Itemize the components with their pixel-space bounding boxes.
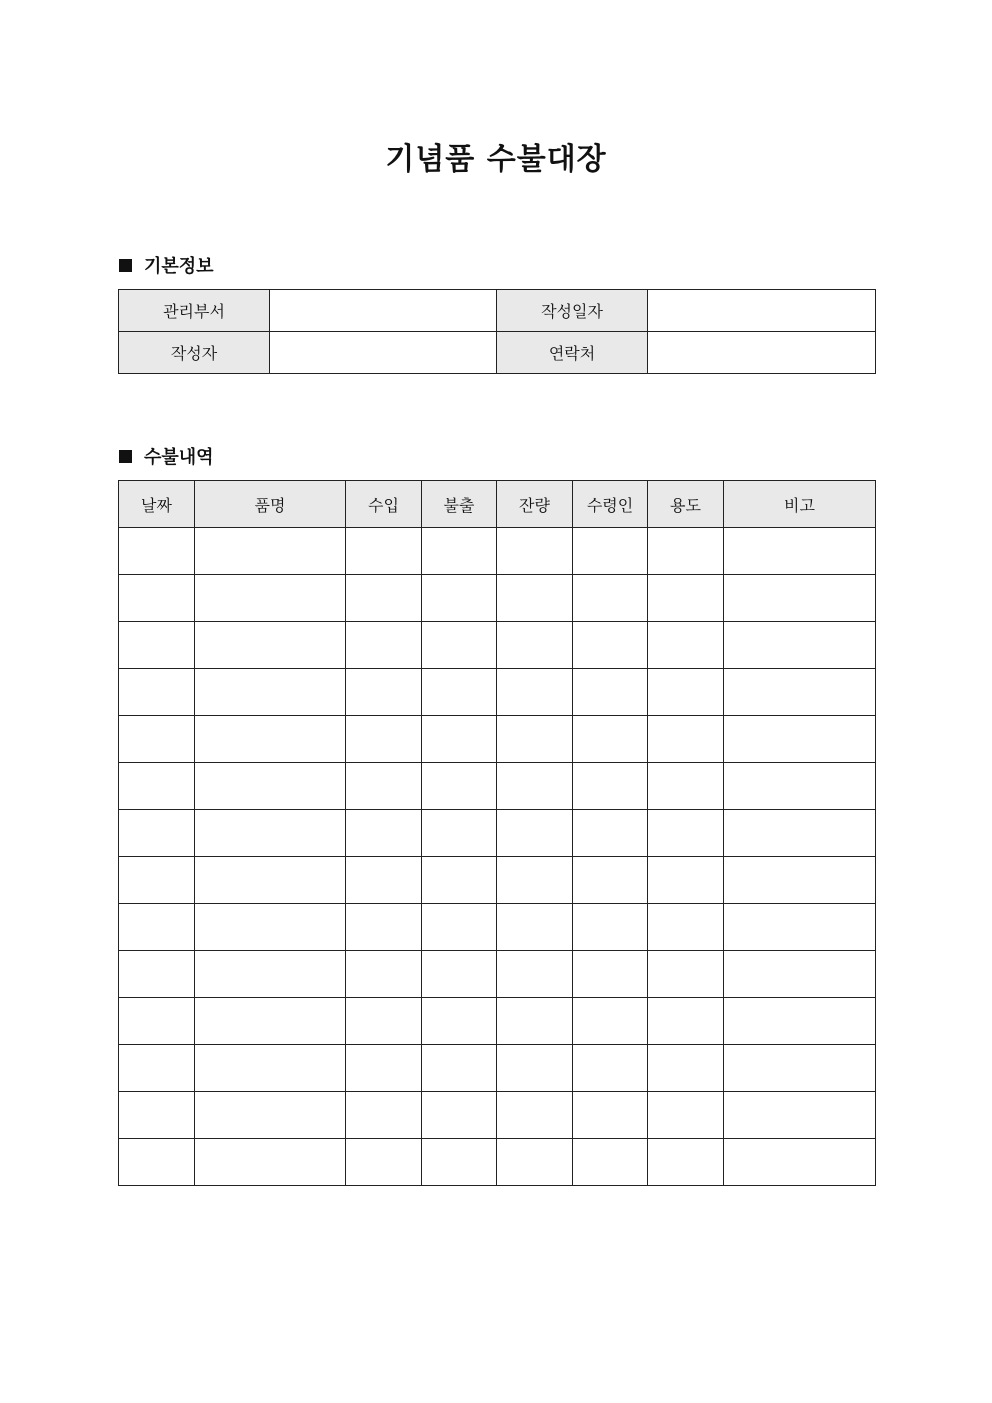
remarks-cell[interactable] bbox=[724, 904, 876, 951]
recipient-cell[interactable] bbox=[573, 622, 648, 669]
received-cell[interactable] bbox=[346, 951, 422, 998]
table-row bbox=[119, 1139, 876, 1186]
purpose-cell[interactable] bbox=[648, 951, 724, 998]
remarks-cell[interactable] bbox=[724, 951, 876, 998]
item-name-cell[interactable] bbox=[195, 669, 346, 716]
received-cell[interactable] bbox=[346, 904, 422, 951]
section-heading-basic-info bbox=[119, 252, 214, 278]
received-cell[interactable] bbox=[346, 810, 422, 857]
recipient-cell[interactable] bbox=[573, 763, 648, 810]
date-cell[interactable] bbox=[119, 810, 195, 857]
purpose-cell[interactable] bbox=[648, 1092, 724, 1139]
date-cell[interactable] bbox=[119, 857, 195, 904]
date-cell[interactable] bbox=[119, 669, 195, 716]
received-cell[interactable] bbox=[346, 528, 422, 575]
column-header-purpose: 용도 bbox=[648, 481, 724, 528]
dept-value-field[interactable] bbox=[270, 290, 497, 332]
item-name-cell[interactable] bbox=[195, 857, 346, 904]
date-cell[interactable] bbox=[119, 575, 195, 622]
purpose-cell[interactable] bbox=[648, 575, 724, 622]
column-header-remarks: 비고 bbox=[724, 481, 876, 528]
item-name-cell[interactable] bbox=[195, 1092, 346, 1139]
date-cell[interactable] bbox=[119, 1139, 195, 1186]
purpose-cell[interactable] bbox=[648, 716, 724, 763]
balance-cell[interactable] bbox=[497, 763, 573, 810]
balance-cell[interactable] bbox=[497, 669, 573, 716]
purpose-cell[interactable] bbox=[648, 1139, 724, 1186]
purpose-cell[interactable] bbox=[648, 763, 724, 810]
received-cell[interactable] bbox=[346, 998, 422, 1045]
date-cell[interactable] bbox=[119, 622, 195, 669]
recipient-cell[interactable] bbox=[573, 575, 648, 622]
table-row bbox=[119, 669, 876, 716]
received-cell[interactable] bbox=[346, 763, 422, 810]
item-name-cell[interactable] bbox=[195, 951, 346, 998]
remarks-cell[interactable] bbox=[724, 669, 876, 716]
records-body bbox=[119, 528, 876, 1186]
column-header-date: 날짜 bbox=[119, 481, 195, 528]
balance-cell[interactable] bbox=[497, 528, 573, 575]
table-row bbox=[119, 810, 876, 857]
balance-cell[interactable] bbox=[497, 904, 573, 951]
author-label: 작성자 bbox=[119, 332, 270, 374]
balance-cell[interactable] bbox=[497, 716, 573, 763]
table-row bbox=[119, 763, 876, 810]
recipient-cell[interactable] bbox=[573, 528, 648, 575]
issued-cell[interactable] bbox=[422, 904, 497, 951]
remarks-cell[interactable] bbox=[724, 1139, 876, 1186]
issued-cell[interactable] bbox=[422, 528, 497, 575]
date-cell[interactable] bbox=[119, 1045, 195, 1092]
item-name-cell[interactable] bbox=[195, 763, 346, 810]
item-name-cell[interactable] bbox=[195, 998, 346, 1045]
balance-cell[interactable] bbox=[497, 1045, 573, 1092]
table-row bbox=[119, 1092, 876, 1139]
issued-cell[interactable] bbox=[422, 810, 497, 857]
black-square-icon bbox=[119, 450, 132, 463]
balance-cell[interactable] bbox=[497, 575, 573, 622]
table-row bbox=[119, 622, 876, 669]
date-cell[interactable] bbox=[119, 716, 195, 763]
black-square-icon bbox=[119, 259, 132, 272]
purpose-cell[interactable] bbox=[648, 1045, 724, 1092]
recipient-cell[interactable] bbox=[573, 857, 648, 904]
recipient-cell[interactable] bbox=[573, 1092, 648, 1139]
issued-cell[interactable] bbox=[422, 857, 497, 904]
purpose-cell[interactable] bbox=[648, 904, 724, 951]
remarks-cell[interactable] bbox=[724, 763, 876, 810]
issued-cell[interactable] bbox=[422, 763, 497, 810]
balance-cell[interactable] bbox=[497, 1092, 573, 1139]
received-cell[interactable] bbox=[346, 1092, 422, 1139]
issued-cell[interactable] bbox=[422, 1092, 497, 1139]
contact-value-field[interactable] bbox=[648, 332, 876, 374]
table-row bbox=[119, 716, 876, 763]
recipient-cell[interactable] bbox=[573, 951, 648, 998]
document-title: 기념품 수불대장 bbox=[385, 142, 607, 177]
records-table bbox=[118, 480, 876, 1186]
date-cell[interactable] bbox=[119, 904, 195, 951]
column-header-item-name: 품명 bbox=[195, 481, 346, 528]
table-row bbox=[119, 290, 876, 332]
item-name-cell[interactable] bbox=[195, 716, 346, 763]
date-cell[interactable] bbox=[119, 998, 195, 1045]
item-name-cell[interactable] bbox=[195, 528, 346, 575]
purpose-cell[interactable] bbox=[648, 857, 724, 904]
balance-cell[interactable] bbox=[497, 998, 573, 1045]
date-cell[interactable] bbox=[119, 763, 195, 810]
item-name-cell[interactable] bbox=[195, 622, 346, 669]
purpose-cell[interactable] bbox=[648, 622, 724, 669]
date-label: 작성일자 bbox=[497, 290, 648, 332]
issued-cell[interactable] bbox=[422, 575, 497, 622]
recipient-cell[interactable] bbox=[573, 998, 648, 1045]
remarks-cell[interactable] bbox=[724, 622, 876, 669]
section-heading-label: 기본정보 bbox=[144, 256, 214, 277]
item-name-cell[interactable] bbox=[195, 904, 346, 951]
table-row bbox=[119, 575, 876, 622]
balance-cell[interactable] bbox=[497, 1139, 573, 1186]
section-heading-label: 수불내역 bbox=[144, 447, 214, 468]
column-header-issued: 불출 bbox=[422, 481, 497, 528]
issued-cell[interactable] bbox=[422, 622, 497, 669]
issued-cell[interactable] bbox=[422, 669, 497, 716]
purpose-cell[interactable] bbox=[648, 810, 724, 857]
table-row bbox=[119, 857, 876, 904]
table-row bbox=[119, 998, 876, 1045]
received-cell[interactable] bbox=[346, 575, 422, 622]
remarks-cell[interactable] bbox=[724, 1045, 876, 1092]
recipient-cell[interactable] bbox=[573, 904, 648, 951]
balance-cell[interactable] bbox=[497, 810, 573, 857]
column-header-received: 수입 bbox=[346, 481, 422, 528]
balance-cell[interactable] bbox=[497, 622, 573, 669]
remarks-cell[interactable] bbox=[724, 575, 876, 622]
author-value-field[interactable] bbox=[270, 332, 497, 374]
recipient-cell[interactable] bbox=[573, 1045, 648, 1092]
item-name-cell[interactable] bbox=[195, 1139, 346, 1186]
issued-cell[interactable] bbox=[422, 998, 497, 1045]
recipient-cell[interactable] bbox=[573, 810, 648, 857]
table-row bbox=[119, 951, 876, 998]
table-row bbox=[119, 528, 876, 575]
purpose-cell[interactable] bbox=[648, 998, 724, 1045]
issued-cell[interactable] bbox=[422, 951, 497, 998]
date-cell[interactable] bbox=[119, 1092, 195, 1139]
received-cell[interactable] bbox=[346, 857, 422, 904]
section-heading-records bbox=[119, 443, 214, 469]
dept-label: 관리부서 bbox=[119, 290, 270, 332]
date-cell[interactable] bbox=[119, 528, 195, 575]
remarks-cell[interactable] bbox=[724, 528, 876, 575]
date-cell[interactable] bbox=[119, 951, 195, 998]
purpose-cell[interactable] bbox=[648, 528, 724, 575]
remarks-cell[interactable] bbox=[724, 810, 876, 857]
remarks-cell[interactable] bbox=[724, 716, 876, 763]
column-header-balance: 잔량 bbox=[497, 481, 573, 528]
item-name-cell[interactable] bbox=[195, 1045, 346, 1092]
item-name-cell[interactable] bbox=[195, 575, 346, 622]
received-cell[interactable] bbox=[346, 622, 422, 669]
date-value-field[interactable] bbox=[648, 290, 876, 332]
issued-cell[interactable] bbox=[422, 1139, 497, 1186]
balance-cell[interactable] bbox=[497, 857, 573, 904]
table-row bbox=[119, 904, 876, 951]
received-cell[interactable] bbox=[346, 716, 422, 763]
contact-label: 연락처 bbox=[497, 332, 648, 374]
table-row bbox=[119, 1045, 876, 1092]
purpose-cell[interactable] bbox=[648, 669, 724, 716]
balance-cell[interactable] bbox=[497, 951, 573, 998]
remarks-cell[interactable] bbox=[724, 857, 876, 904]
recipient-cell[interactable] bbox=[573, 1139, 648, 1186]
received-cell[interactable] bbox=[346, 1139, 422, 1186]
issued-cell[interactable] bbox=[422, 1045, 497, 1092]
table-row bbox=[119, 332, 876, 374]
item-name-cell[interactable] bbox=[195, 810, 346, 857]
basic-info-table bbox=[118, 289, 876, 374]
column-header-recipient: 수령인 bbox=[573, 481, 648, 528]
table-header-row bbox=[119, 481, 876, 528]
recipient-cell[interactable] bbox=[573, 669, 648, 716]
received-cell[interactable] bbox=[346, 669, 422, 716]
remarks-cell[interactable] bbox=[724, 998, 876, 1045]
recipient-cell[interactable] bbox=[573, 716, 648, 763]
issued-cell[interactable] bbox=[422, 716, 497, 763]
remarks-cell[interactable] bbox=[724, 1092, 876, 1139]
received-cell[interactable] bbox=[346, 1045, 422, 1092]
